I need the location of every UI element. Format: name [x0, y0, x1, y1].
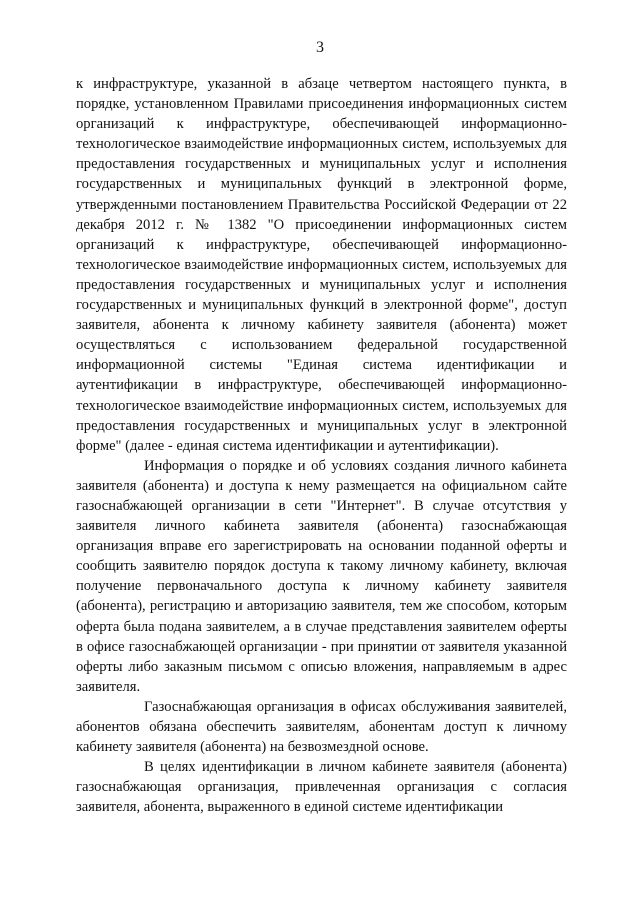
paragraph-personal-cabinet-info: Информация о порядке и об условиях создания личного кабинета заявителя (абонента) и доступа к нему размещается на официальном сайте газоснабжающей организации в сети "Интернет". В случае отсутствия у заявителя личного кабинета заявителя (абонента) газоснабжающая организация вправе его зарегистрировать на основании поданной оферты и сообщить заявителю порядок доступа к такому личному кабинету, включая получение первоначального доступа к личному кабинету заявителя (абонента), регистрацию и авторизацию заявителя, тем же способом, которым оферта была подана заявителем, а в случае представления заявителем оферты в офисе газоснабжающей организации - при принятии от заявителя указанной оферты либо заказным письмом с описью вложения, направляемым в адрес заявителя.	[76, 457, 567, 695]
paragraph-continuation: к инфраструктуре, указанной в абзаце четвертом настоящего пункта, в порядке, установленном Правилами присоединения информационных систем организаций к инфраструктуре, обеспечивающей информационно-технологическое взаимодействие информационных систем, используемых для предоставления государственных и муниципальных услуг и исполнения государственных и муниципальных функций в электронной форме, утвержденными постановлением Правительства Российской Федерации от 22 декабря 2012 г. № 1382 "О присоединении информационных систем организаций к инфраструктуре, обеспечивающей информационно-технологическое взаимодействие информационных систем, используемых для предоставления государственных и муниципальных услуг и исполнения государственных и муниципальных функций в электронной форме", доступ заявителя, абонента к личному кабинету заявителя (абонента) может осуществляться с использованием федеральной государственной информационной системы "Единая система идентификации и аутентификации в инфраструктуре, обеспечивающей информационно-технологическое взаимодействие информационных систем, используемых для предоставления государственных и муниципальных услуг в электронной форме" (далее - единая система идентификации и аутентификации).	[76, 76, 567, 454]
paragraph-identification: В целях идентификации в личном кабинете заявителя (абонента) газоснабжающая организация, привлеченная организация с согласия заявителя, абонента, выраженного в единой системе идентификации	[76, 759, 567, 816]
paragraph-office-access: Газоснабжающая организация в офисах обслуживания заявителей, абонентов обязана обеспечить заявителям, абонентам доступ к личному кабинету заявителя (абонента) на безвозмездной основе.	[76, 698, 567, 756]
document-body	[76, 74, 567, 817]
page-number: 3	[316, 39, 324, 56]
